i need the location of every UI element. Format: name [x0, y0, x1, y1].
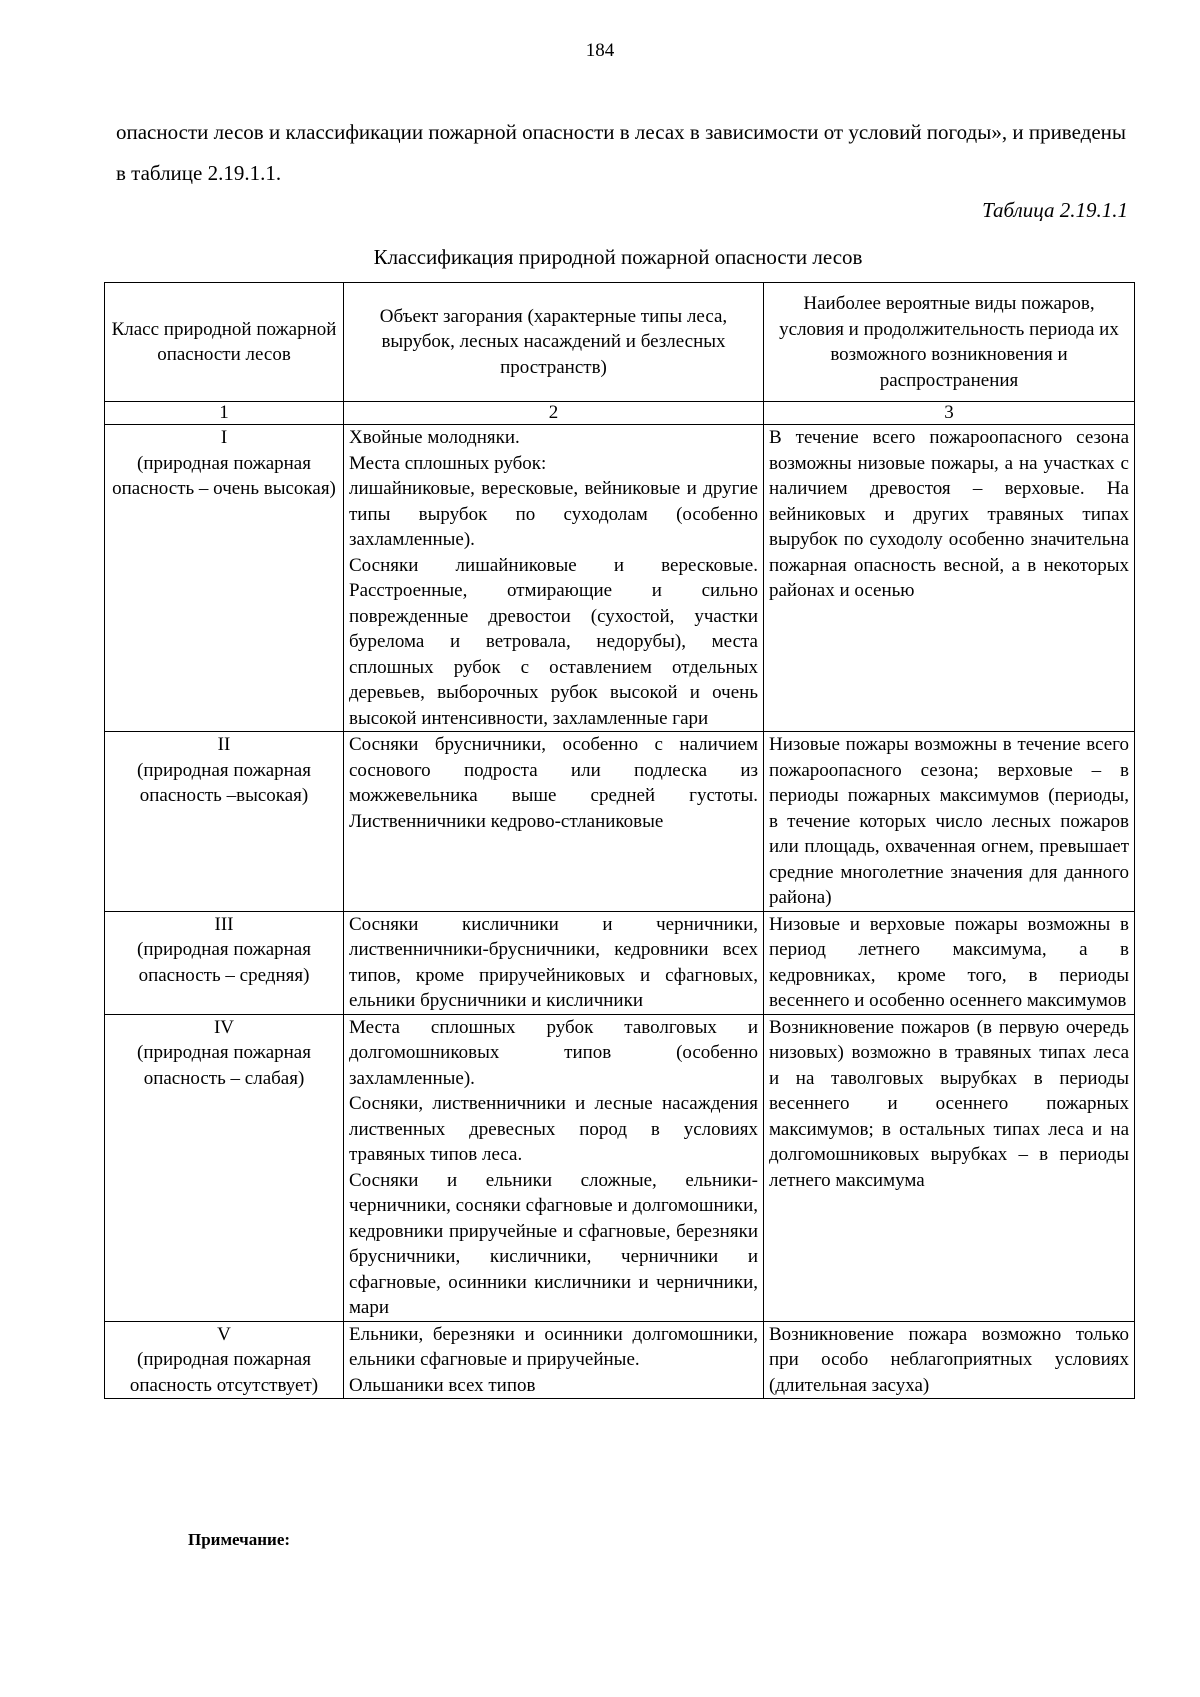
- page-number: 184: [585, 40, 615, 61]
- table-row: [105, 425, 1135, 732]
- class-description: (природная пожарная опасность – слабая): [137, 1042, 311, 1089]
- class-numeral: I: [220, 427, 228, 448]
- table-row: [105, 732, 1135, 912]
- column-number: 2: [344, 402, 764, 425]
- class-cell: [105, 1321, 344, 1399]
- class-cell: [105, 911, 344, 1014]
- object-cell: [344, 425, 764, 732]
- object-cell: [344, 732, 764, 912]
- fire-danger-table: [104, 282, 1135, 1399]
- header-fires: Наиболее вероятные виды пожаров, условия и продолжительность периода их возможного возникновения и распространения: [764, 283, 1135, 402]
- column-number: 3: [764, 402, 1135, 425]
- note-label: Примечание:: [188, 1530, 291, 1549]
- column-number-row: [105, 402, 1135, 425]
- object-line: Места сплошных рубок:: [349, 452, 547, 474]
- table-title: Классификация природной пожарной опасности лесов: [373, 245, 863, 269]
- object-line: лишайниковые, вересковые, вейниковые и другие типы вырубок по суходолам (особенно захламленные).: [349, 478, 758, 550]
- class-numeral: IV: [213, 1016, 235, 1038]
- fires-cell: Низовые и верховые пожары возможны в период летнего максимума, а в кедровниках, кроме того, в периоды весеннего и особенно осеннего максимумов: [764, 911, 1135, 1014]
- class-description: (природная пожарная опасность –высокая): [137, 759, 311, 806]
- object-line: Сосняки, лиственничники и лесные насаждения лиственных древесных пород в условиях травяных типов леса.: [349, 1093, 758, 1165]
- object-line: Сосняки кисличники и черничники, лиственничники-брусничники, кедровники всех типов, кроме приручейниковых и сфагновых, ельники брусничники и кисличники: [349, 913, 758, 1011]
- class-cell: [105, 1014, 344, 1321]
- object-line: Места сплошных рубок таволговых и долгомошниковых типов (особенно захламленные).: [349, 1016, 758, 1089]
- table-row: [105, 1014, 1135, 1321]
- header-object: Объект загорания (характерные типы леса, вырубок, лесных насаждений и безлесных пространств): [344, 283, 764, 402]
- object-cell: [344, 911, 764, 1014]
- table-row: [105, 911, 1135, 1014]
- class-cell: [105, 425, 344, 732]
- class-description: (природная пожарная опасность отсутствует): [129, 1349, 319, 1396]
- class-description: (природная пожарная опасность – очень высокая): [112, 452, 336, 499]
- class-numeral: V: [217, 1323, 231, 1345]
- fires-cell: Низовые пожары возможны в течение всего пожароопасного сезона; верховые – в периоды пожарных максимумов (периоды, в течение которых число лесных пожаров или площадь, охваченная огнем, превышает средние многолетние значения для данного района): [764, 732, 1135, 912]
- class-numeral: III: [214, 913, 234, 935]
- intro-paragraph: опасности лесов и классификации пожарной опасности в лесах в зависимости от условий погоды», и приведены в таблице 2.19.1.1.: [116, 120, 1126, 185]
- table-label: Таблица 2.19.1.1: [982, 198, 1128, 222]
- table-header-row: [105, 283, 1135, 402]
- class-description: (природная пожарная опасность – средняя): [137, 939, 311, 986]
- object-line: Сосняки лишайниковые и вересковые. Расстроенные, отмирающие и сильно поврежденные древостои (сухостой, участки бурелома и ветровала, недорубы), места сплошных рубок с оставлением отдельных деревьев, выборочных рубок высокой и очень высокой интенсивности, захламленные гари: [349, 554, 758, 729]
- object-cell: [344, 1014, 764, 1321]
- object-line: Сосняки брусничники, особенно с наличием соснового подроста или подлеска из можжевельника выше средней густоты. Лиственничники кедрово-стланиковые: [349, 734, 758, 832]
- class-cell: [105, 732, 344, 912]
- object-cell: [344, 1321, 764, 1399]
- fires-cell: В течение всего пожароопасного сезона возможны низовые пожары, а на участках с наличием древостоя – верховые. На вейниковых и других травяных типах вырубок по суходолу особенно значительна пожарная опасность весной, а в некоторых районах и осенью: [764, 425, 1135, 732]
- object-line: Ельники, березняки и осинники долгомошники, ельники сфагновые и приручейные.: [349, 1323, 758, 1370]
- object-line: Ольшаники всех типов: [349, 1374, 536, 1396]
- object-line: Сосняки и ельники сложные, ельники-черничники, сосняки сфагновые и долгомошники, кедровники приручейные и сфагновые, березняки брусничники, кисличники, черничники и сфагновые, осинники кисличники и черничники, мари: [349, 1169, 758, 1318]
- column-number: 1: [105, 402, 344, 425]
- class-numeral: II: [217, 734, 231, 755]
- header-class: Класс природной пожарной опасности лесов: [105, 283, 344, 402]
- object-line: Хвойные молодняки.: [349, 427, 520, 448]
- fires-cell: Возникновение пожара возможно только при особо неблагоприятных условиях (длительная засуха): [764, 1321, 1135, 1399]
- fires-cell: Возникновение пожаров (в первую очередь низовых) возможно в травяных типах леса и на таволговых вырубках в периоды весеннего и осеннего пожарных максимумов; в остальных типах леса и на долгомошниковых вырубках – в периоды летнего максимума: [764, 1014, 1135, 1321]
- table-row: [105, 1321, 1135, 1399]
